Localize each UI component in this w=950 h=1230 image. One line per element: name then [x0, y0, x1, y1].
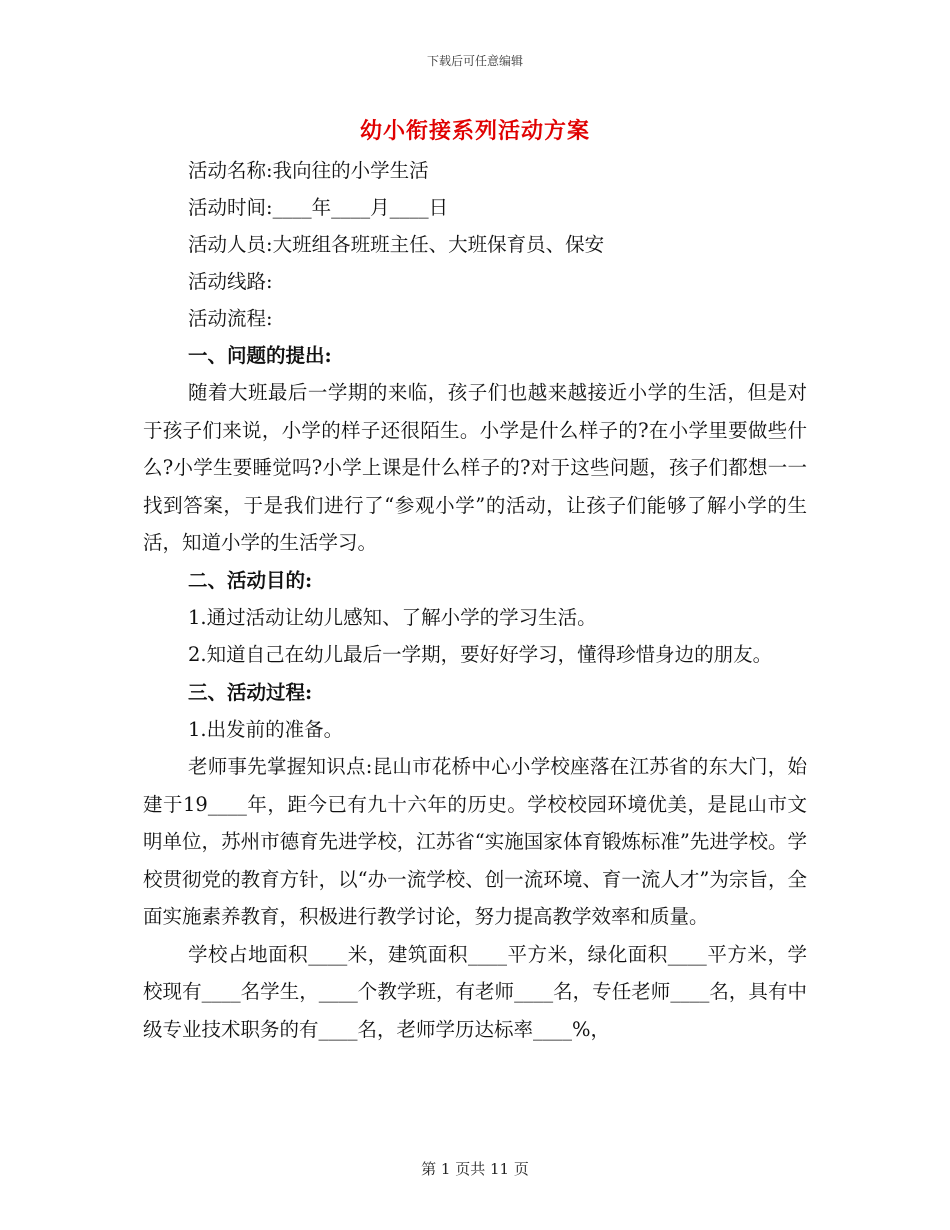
field-activity-name: 活动名称:我向往的小学生活 [188, 159, 429, 182]
process-paragraph-knowledge: 老师事先掌握知识点:昆山市花桥中心小学校座落在江苏省的东大门，始建于19____年，距今已有九十六年的历史。学校校园环境优美，是昆山市文明单位，苏州市德育先进学校，江苏省“实施国家体育锻炼标准”先进学校。学校贯彻党的教育方针，以“办一流学校、创一流环境、育一流人才”为宗旨，全面实施素养教育，积极进行教学讨论，努力提高教学效率和质量。 [143, 755, 807, 928]
purpose-item-1: 1.通过活动让幼儿感知、了解小学的学习生活。 [188, 605, 597, 629]
page-number: 第 1 页共 11 页 [421, 1160, 529, 1178]
field-activity-flow: 活动流程: [188, 307, 273, 330]
process-paragraph-stats: 学校占地面积____米，建筑面积____平方米，绿化面积____平方米，学校现有____名学生，____个教学班，有老师____名，专任老师____名，具有中级专业技术职务的有____名，老师学历达标率____%， [143, 942, 807, 1041]
section-problem-paragraph: 随着大班最后一学期的来临，孩子们也越来越接近小学的生活，但是对于孩子们来说，小学的样子还很陌生。小学是什么样子的?在小学里要做些什么?小学生要睡觉吗?小学上课是什么样子的?对于这些问题，孩子们都想一一找到答案，于是我们进行了“参观小学”的活动，让孩子们能够了解小学的生活，知道小学的生活学习。 [143, 381, 807, 554]
document-title: 幼小衔接系列活动方案 [359, 118, 590, 144]
document-body [143, 152, 807, 1048]
section-heading-problem: 一、问题的提出: [188, 344, 332, 367]
field-activity-route: 活动线路: [188, 270, 273, 293]
field-activity-time: 活动时间:____年____月____日 [188, 196, 449, 219]
section-heading-purpose: 二、活动目的: [188, 568, 313, 592]
page-header-note: 下载后可任意编辑 [426, 54, 523, 68]
purpose-item-2: 2.知道自己在幼儿最后一学期，要好好学习，懂得珍惜身边的朋友。 [188, 643, 773, 666]
process-step-1: 1.出发前的准备。 [188, 717, 344, 741]
field-activity-staff: 活动人员:大班组各班班主任、大班保育员、保安 [188, 233, 605, 256]
section-heading-process: 三、活动过程: [188, 680, 313, 704]
